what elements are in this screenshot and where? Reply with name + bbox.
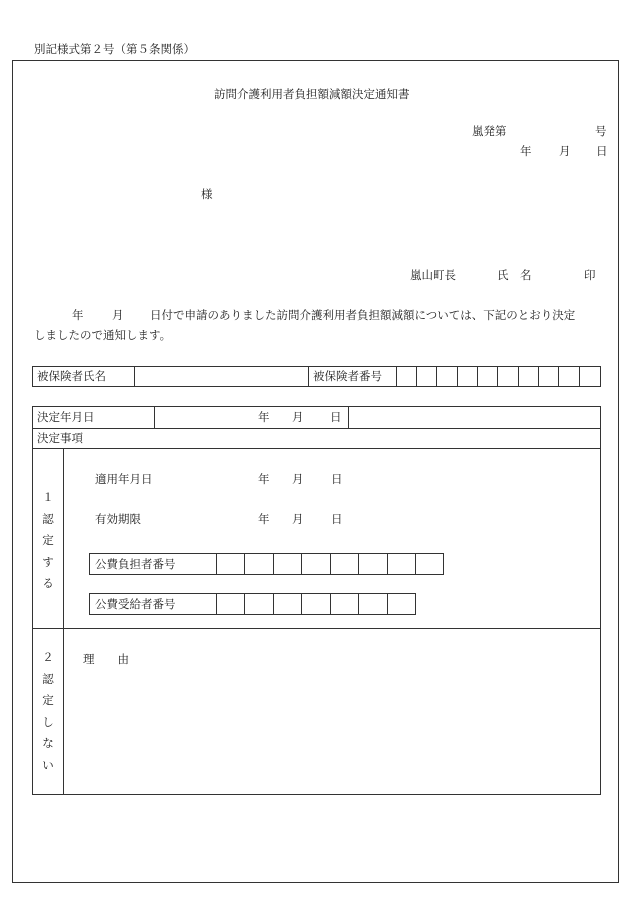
- recipient-number-digit-3[interactable]: [274, 594, 302, 614]
- payer-number-digit-1[interactable]: [217, 554, 245, 574]
- insured-number-digit-6[interactable]: [498, 367, 519, 386]
- validity-year: 年: [258, 512, 270, 526]
- apply-date-month: 月: [292, 472, 304, 486]
- issuer-seal: 印: [584, 268, 596, 282]
- divider: [348, 406, 349, 428]
- payer-number-digit-8[interactable]: [416, 554, 443, 574]
- payer-number-digit-4[interactable]: [302, 554, 331, 574]
- decision-date-month: 月: [292, 410, 304, 424]
- recipient-number-digit-5[interactable]: [331, 594, 359, 614]
- recipient-honorific: 様: [201, 187, 213, 201]
- body-text-line2: しましたので通知します。: [34, 328, 172, 342]
- insured-number-digit-7[interactable]: [519, 367, 539, 386]
- validity-day: 日: [331, 512, 343, 526]
- issue-date-year: 年: [520, 144, 532, 158]
- recipient-number-digit-2[interactable]: [245, 594, 274, 614]
- section-divider: [63, 448, 64, 795]
- apply-date-year: 年: [258, 472, 270, 486]
- insured-number-digit-8[interactable]: [539, 367, 559, 386]
- reason-label: 理 由: [83, 652, 129, 666]
- decision-date-day: 日: [330, 410, 342, 424]
- public-recipient-number-label: 公費受給者番号: [95, 597, 176, 611]
- insured-number-digit-3[interactable]: [437, 367, 458, 386]
- insured-number-label: 被保険者番号: [313, 369, 382, 383]
- apply-date-label: 適用年月日: [95, 472, 153, 486]
- decision-date-field[interactable]: [155, 407, 347, 427]
- payer-number-digit-2[interactable]: [245, 554, 274, 574]
- row-divider: [32, 428, 601, 429]
- validity-month: 月: [292, 512, 304, 526]
- insured-number-digit-1[interactable]: [397, 367, 417, 386]
- document-title: 訪問介護利用者負担額減額決定通知書: [214, 87, 410, 101]
- body-year: 年: [72, 308, 84, 322]
- decision-items-label: 決定事項: [37, 431, 83, 445]
- body-text-line1: 日付で申請のありました訪問介護利用者負担額減額については、下記のとおり決定: [150, 308, 576, 322]
- payer-number-digit-7[interactable]: [388, 554, 416, 574]
- public-payer-number-label: 公費負担者番号: [95, 557, 176, 571]
- apply-date-day: 日: [331, 472, 343, 486]
- issuer-title: 嵐山町長: [410, 268, 456, 282]
- deny-section-label: ２認定しない: [42, 650, 54, 772]
- recipient-number-digit-6[interactable]: [359, 594, 388, 614]
- body-month: 月: [112, 308, 124, 322]
- insured-number-digit-2[interactable]: [417, 367, 437, 386]
- payer-number-digit-6[interactable]: [359, 554, 388, 574]
- insured-name-label: 被保険者氏名: [37, 369, 106, 383]
- insured-name-field[interactable]: [135, 367, 307, 386]
- insured-number-digit-9[interactable]: [559, 367, 580, 386]
- decision-date-label: 決定年月日: [37, 410, 95, 424]
- validity-label: 有効期限: [95, 512, 141, 526]
- insured-number-digit-5[interactable]: [478, 367, 498, 386]
- reason-field[interactable]: [70, 672, 595, 790]
- doc-number-prefix: 嵐発第: [472, 124, 507, 138]
- insured-number-digit-10[interactable]: [580, 367, 600, 386]
- recipient-number-digit-7[interactable]: [388, 594, 415, 614]
- doc-number-suffix: 号: [595, 124, 607, 138]
- form-label: 別記様式第２号（第５条関係）: [34, 42, 195, 56]
- row-divider: [32, 628, 601, 629]
- decision-date-year: 年: [258, 410, 270, 424]
- issue-date-day: 日: [596, 144, 608, 158]
- payer-number-digit-5[interactable]: [331, 554, 359, 574]
- approve-section-label: １認定する: [42, 490, 54, 590]
- row-divider: [32, 448, 601, 449]
- recipient-number-digit-4[interactable]: [302, 594, 331, 614]
- issue-date-month: 月: [559, 144, 571, 158]
- issuer-name-label: 氏 名: [497, 268, 532, 282]
- recipient-number-digit-1[interactable]: [217, 594, 245, 614]
- insured-number-digit-4[interactable]: [458, 367, 478, 386]
- divider: [308, 366, 309, 387]
- payer-number-digit-3[interactable]: [274, 554, 302, 574]
